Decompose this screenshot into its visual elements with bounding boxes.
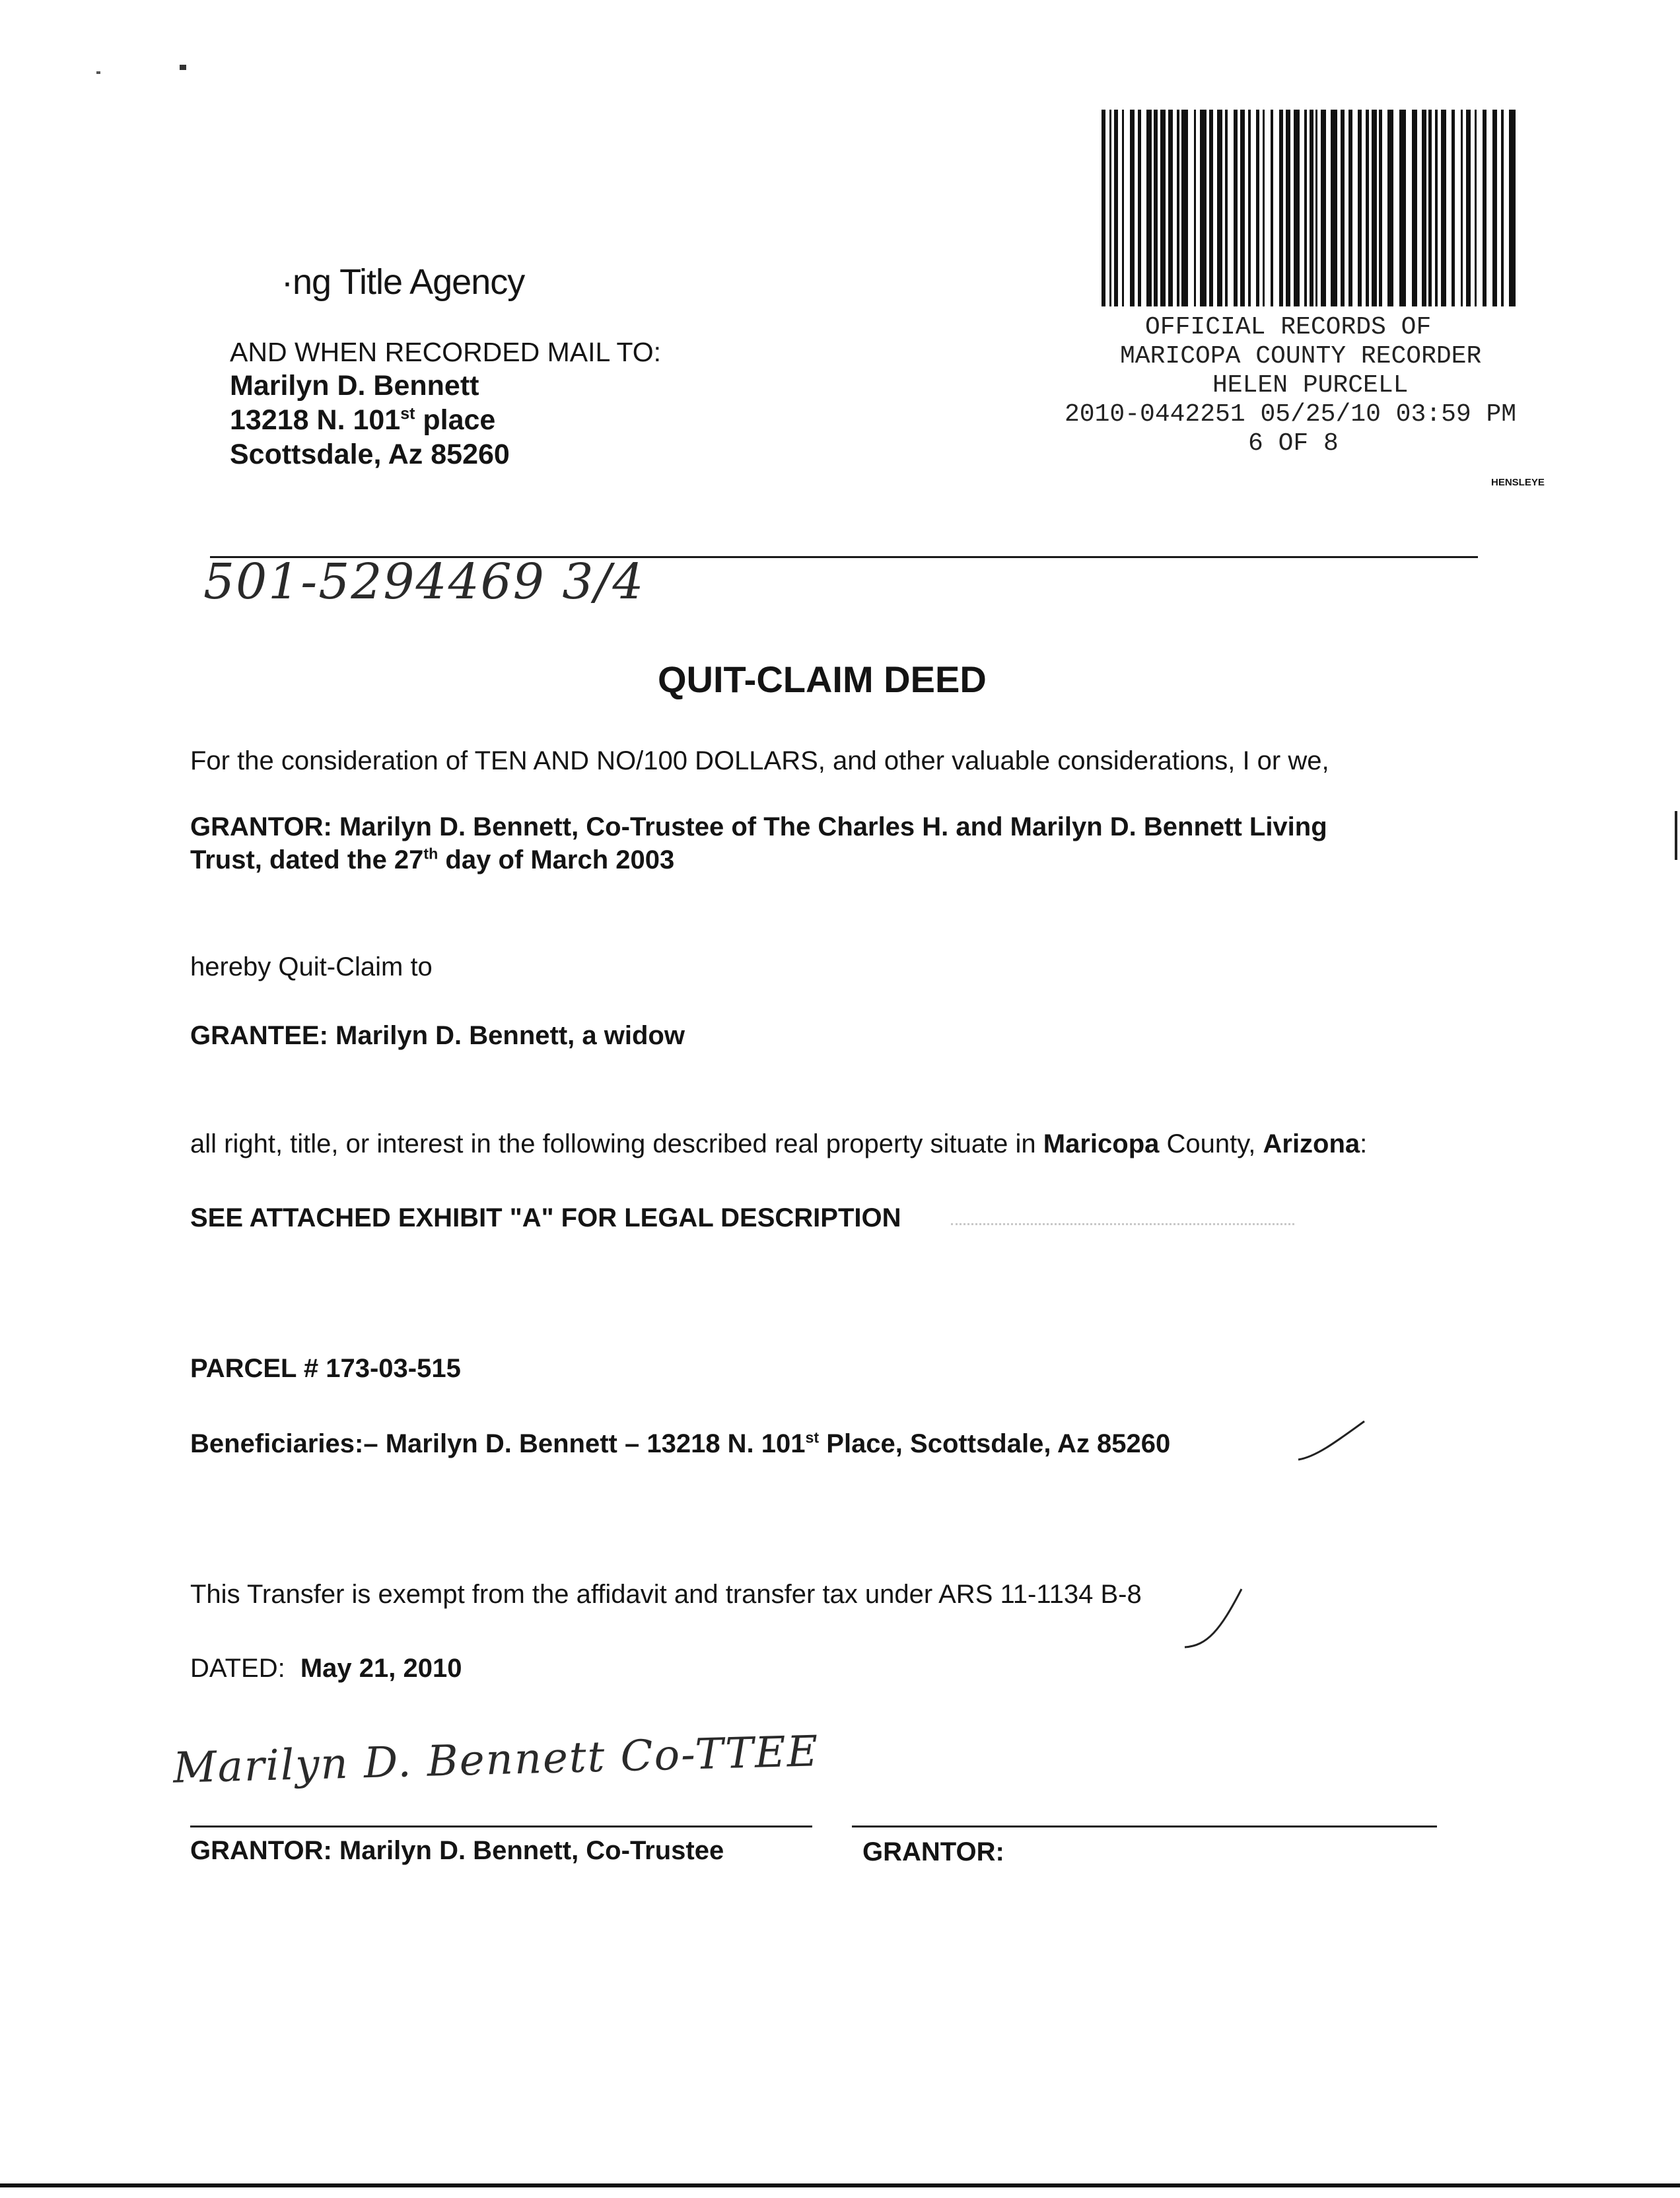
- barcode-bar: [1483, 110, 1487, 306]
- barcode-bar: [1248, 110, 1251, 306]
- barcode-bar: [1452, 110, 1455, 306]
- barcode-bar: [1209, 110, 1213, 306]
- recording-number: 2010-0442251 05/25/10 03:59 PM: [1065, 400, 1517, 429]
- barcode-bar: [1435, 110, 1438, 306]
- barcode-bar: [1263, 110, 1265, 306]
- barcode-bar: [1492, 110, 1497, 306]
- barcode-bar: [1366, 110, 1369, 306]
- recorder-stamp-line2: MARICOPA COUNTY RECORDER: [1120, 342, 1482, 371]
- legal-description-reference: SEE ATTACHED EXHIBIT "A" FOR LEGAL DESCRIPTION: [190, 1203, 901, 1232]
- barcode-bar: [1294, 110, 1300, 306]
- barcode-bar: [1286, 110, 1290, 306]
- grantee-line: GRANTEE: Marilyn D. Bennett, a widow: [190, 1021, 685, 1050]
- barcode-bar: [1271, 110, 1273, 306]
- barcode-bar: [1138, 110, 1141, 306]
- barcode-bar: [1341, 110, 1345, 306]
- barcode-bar: [1358, 110, 1362, 306]
- dated-value: May 21, 2010: [300, 1654, 462, 1683]
- scan-edge-mark: [1675, 811, 1677, 860]
- barcode-bar: [1422, 110, 1426, 306]
- barcode-bar: [1160, 110, 1166, 306]
- recorder-stamp-line1: OFFICIAL RECORDS OF: [1145, 313, 1432, 341]
- barcode-bar: [1234, 110, 1238, 306]
- barcode-bar: [1428, 110, 1432, 306]
- parcel-number: PARCEL # 173-03-515: [190, 1354, 461, 1383]
- property-description: all right, title, or interest in the following described real property situate in Maricopa County, Arizona:: [190, 1129, 1368, 1158]
- barcode-bar: [1168, 110, 1173, 306]
- barcode-bar: [1379, 110, 1382, 306]
- page-count: 6 OF 8: [1248, 429, 1339, 458]
- grantor-line-1: GRANTOR: Marilyn D. Bennett, Co-Trustee of The Charles H. and Marilyn D. Bennett Living: [190, 812, 1327, 841]
- barcode-bar: [1475, 110, 1477, 306]
- check-mark: [1296, 1416, 1368, 1469]
- barcode-bar: [1372, 110, 1377, 306]
- barcode-bar: [1466, 110, 1471, 306]
- recording-barcode: [1102, 110, 1520, 306]
- barcode-bar: [1310, 110, 1313, 306]
- barcode-bar: [1412, 110, 1417, 306]
- recipient-name: Marilyn D. Bennett: [230, 370, 479, 402]
- handwritten-file-number: 501-5294469 3/4: [203, 553, 645, 610]
- signature-line-right: [852, 1826, 1437, 1827]
- barcode-bar: [1154, 110, 1158, 306]
- barcode-bar: [1200, 110, 1207, 306]
- barcode-bar: [1304, 110, 1307, 306]
- barcode-bar: [1130, 110, 1135, 306]
- grantor-line-2: Trust, dated the 27th day of March 2003: [190, 845, 675, 874]
- check-mark-stroke: [1185, 1589, 1242, 1647]
- barcode-bar: [1387, 110, 1393, 306]
- barcode-bar: [1321, 110, 1326, 306]
- barcode-bar: [1217, 110, 1222, 306]
- dated-label: DATED:: [190, 1654, 285, 1683]
- second-grantor-label: GRANTOR:: [862, 1837, 1004, 1866]
- barcode-bar: [1181, 110, 1188, 306]
- quitclaim-to-text: hereby Quit-Claim to: [190, 952, 433, 981]
- barcode-bar: [1441, 110, 1446, 306]
- title-agency-name: ·ng Title Agency: [281, 262, 525, 302]
- barcode-bar: [1331, 110, 1337, 306]
- grantor-signature: Marilyn D. Bennett Co-TTEE: [172, 1727, 820, 1793]
- recipient-city: Scottsdale, Az 85260: [230, 439, 510, 470]
- barcode-bar: [1194, 110, 1196, 306]
- beneficiaries-line: Beneficiaries:– Marilyn D. Bennett – 13218 N. 101st Place, Scottsdale, Az 85260: [190, 1429, 1171, 1458]
- barcode-bar: [1114, 110, 1118, 306]
- grantor-signature-label: GRANTOR: Marilyn D. Bennett, Co-Trustee: [190, 1836, 724, 1865]
- barcode-bar: [1102, 110, 1105, 306]
- mail-to-label: AND WHEN RECORDED MAIL TO:: [230, 337, 662, 367]
- document-title: QUIT-CLAIM DEED: [658, 658, 987, 700]
- scan-bottom-edge: [0, 2183, 1680, 2187]
- check-mark-stroke: [1298, 1421, 1364, 1460]
- barcode-bar: [1122, 110, 1124, 306]
- barcode-bar: [1279, 110, 1283, 306]
- recorder-clerk: HENSLEYE: [1491, 477, 1545, 488]
- barcode-bar: [1348, 110, 1352, 306]
- barcode-bar: [1509, 110, 1516, 306]
- dated-line: [190, 1654, 462, 1684]
- consideration-text: For the consideration of TEN AND NO/100 DOLLARS, and other valuable considerations, I or we,: [190, 746, 1329, 775]
- barcode-bar: [1109, 110, 1111, 306]
- recorder-stamp-line3: HELEN PURCELL: [1212, 371, 1409, 400]
- barcode-bar: [1225, 110, 1228, 306]
- scan-mark: [96, 71, 100, 74]
- barcode-bar: [1461, 110, 1463, 306]
- signature-line-left: [190, 1826, 812, 1827]
- scan-noise: [951, 1223, 1294, 1227]
- barcode-bar: [1315, 110, 1317, 306]
- barcode-bar: [1177, 110, 1179, 306]
- barcode-bar: [1146, 110, 1152, 306]
- recipient-street: 13218 N. 101st place: [230, 404, 496, 436]
- scan-mark: [180, 65, 186, 70]
- exemption-text: This Transfer is exempt from the affidavit and transfer tax under ARS 11-1134 B-8: [190, 1580, 1142, 1609]
- barcode-bar: [1501, 110, 1504, 306]
- barcode-bar: [1399, 110, 1406, 306]
- check-mark: [1181, 1584, 1247, 1656]
- barcode-bar: [1240, 110, 1245, 306]
- barcode-bar: [1256, 110, 1259, 306]
